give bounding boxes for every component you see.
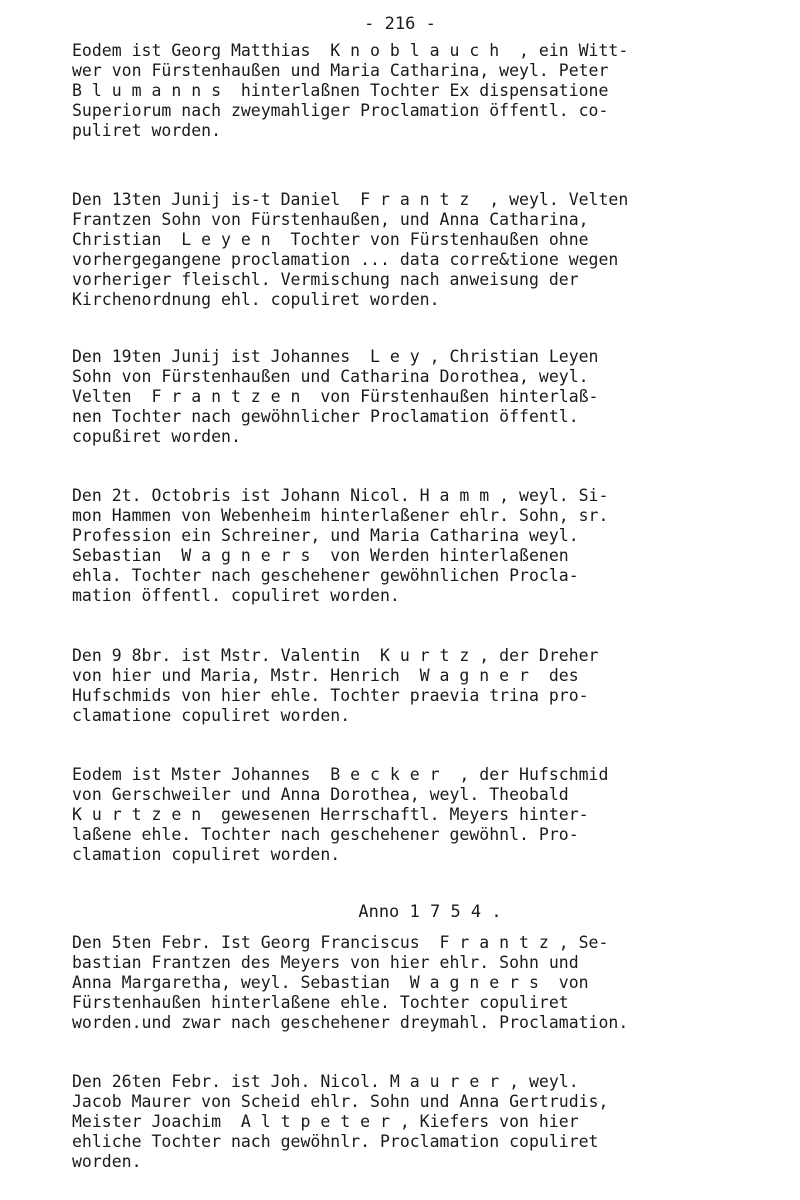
- year-heading: Anno 1 7 5 4 .: [358, 902, 502, 922]
- entry-line: copußiret worden.: [72, 427, 241, 446]
- entry-line: Meister Joachim A l t p e t e r , Kiefers von hier: [72, 1112, 579, 1131]
- entry-line: worden.: [72, 1152, 142, 1171]
- entry-2: [72, 347, 792, 447]
- entry-line: Profession ein Schreiner, und Maria Catharina weyl.: [72, 526, 579, 545]
- entry-line: Den 19ten Junij ist Johannes L e y , Christian Leyen: [72, 347, 599, 366]
- entry-7: [72, 1072, 792, 1172]
- entry-line: clamatione copuliret worden.: [72, 706, 351, 725]
- entry-line: Velten F r a n t z e n von Fürstenhaußen hinterlaß-: [72, 387, 599, 406]
- entry-line: ehla. Tochter nach geschehener gewöhnlichen Procla-: [72, 566, 579, 585]
- entry-line: ehliche Tochter nach gewöhnlr. Proclamation copuliret: [72, 1132, 599, 1151]
- entry-line: Jacob Maurer von Scheid ehlr. Sohn und Anna Gertrudis,: [72, 1092, 609, 1111]
- entry-line: B l u m a n n s hinterlaßnen Tochter Ex dispensatione: [72, 81, 609, 100]
- entry-line: worden.und zwar nach geschehener dreymahl. Proclamation.: [72, 1013, 629, 1032]
- entry-line: Kirchenordnung ehl. copuliret worden.: [72, 290, 440, 309]
- entry-line: Den 5ten Febr. Ist Georg Franciscus F r a n t z , Se-: [72, 933, 609, 952]
- entry-3: [72, 486, 792, 606]
- entry-line: wer von Fürstenhaußen und Maria Catharina, weyl. Peter: [72, 61, 609, 80]
- entry-line: Sebastian W a g n e r s von Werden hinterlaßenen: [72, 546, 569, 565]
- entry-1: [72, 190, 792, 310]
- entry-line: Den 13ten Junij is-t Daniel F r a n t z , weyl. Velten: [72, 190, 629, 209]
- entry-line: nen Tochter nach gewöhnlicher Proclamation öffentl.: [72, 407, 579, 426]
- entry-line: Hufschmids von hier ehle. Tochter praevia trina pro-: [72, 686, 589, 705]
- entry-line: von hier und Maria, Mstr. Henrich W a g n e r des: [72, 666, 579, 685]
- entry-line: Den 26ten Febr. ist Joh. Nicol. M a u r e r , weyl.: [72, 1072, 579, 1091]
- entry-line: Frantzen Sohn von Fürstenhaußen, und Anna Catharina,: [72, 210, 589, 229]
- entry-0: [72, 41, 792, 141]
- entry-line: Eodem ist Georg Matthias K n o b l a u c h , ein Witt-: [72, 41, 629, 60]
- entry-line: Anna Margaretha, weyl. Sebastian W a g n e r s von: [72, 973, 589, 992]
- entry-line: Eodem ist Mster Johannes B e c k e r , der Hufschmid: [72, 765, 609, 784]
- entry-6: [72, 933, 792, 1033]
- page-number: - 216 -: [364, 14, 436, 34]
- entry-line: K u r t z e n gewesenen Herrschaftl. Meyers hinter-: [72, 805, 589, 824]
- entry-5: [72, 765, 792, 865]
- entry-line: laßene ehle. Tochter nach geschehener gewöhnl. Pro-: [72, 825, 579, 844]
- entry-line: Superiorum nach zweymahliger Proclamation öffentl. co-: [72, 101, 609, 120]
- entry-line: vorheriger fleischl. Vermischung nach anweisung der: [72, 270, 579, 289]
- entry-line: mation öffentl. copuliret worden.: [72, 586, 400, 605]
- entry-line: bastian Frantzen des Meyers von hier ehlr. Sohn und: [72, 953, 579, 972]
- entry-4: [72, 646, 792, 726]
- entry-line: clamation copuliret worden.: [72, 845, 341, 864]
- entry-line: Fürstenhaußen hinterlaßene ehle. Tochter copuliret: [72, 993, 569, 1012]
- entry-line: Den 2t. Octobris ist Johann Nicol. H a m m , weyl. Si-: [72, 486, 609, 505]
- entry-line: von Gerschweiler und Anna Dorothea, weyl. Theobald: [72, 785, 569, 804]
- entry-line: Christian L e y e n Tochter von Fürstenhaußen ohne: [72, 230, 589, 249]
- entry-line: puliret worden.: [72, 121, 222, 140]
- entry-line: Sohn von Fürstenhaußen und Catharina Dorothea, weyl.: [72, 367, 589, 386]
- entry-line: Den 9 8br. ist Mstr. Valentin K u r t z , der Dreher: [72, 646, 599, 665]
- entry-line: vorhergegangene proclamation ... data corre&tione wegen: [72, 250, 619, 269]
- entry-line: mon Hammen von Webenheim hinterlaßener ehlr. Sohn, sr.: [72, 506, 609, 525]
